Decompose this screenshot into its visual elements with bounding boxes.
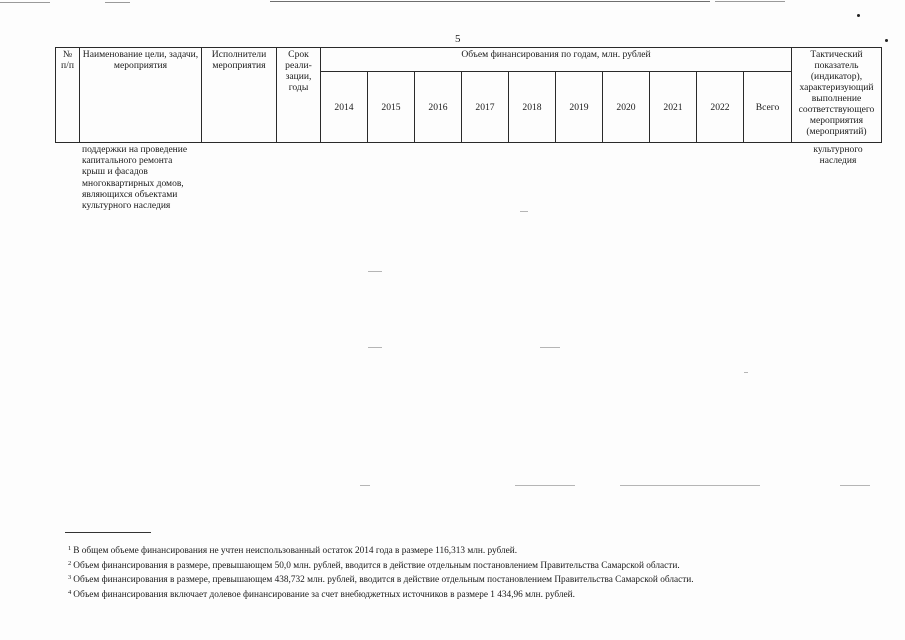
measure-line: являющихся объектами xyxy=(82,189,178,200)
total-header: Всего xyxy=(744,72,792,143)
year-header: 2015 xyxy=(368,72,415,143)
year-header: 2021 xyxy=(650,72,697,143)
year-header: 2018 xyxy=(509,72,556,143)
scan-speck xyxy=(368,347,382,348)
footnote-mark: 4 xyxy=(68,588,72,596)
footnote-mark: 2 xyxy=(68,559,72,567)
scan-artifact xyxy=(0,2,50,3)
footnote-mark: 1 xyxy=(68,545,72,552)
continued-indicator xyxy=(797,145,879,167)
year-header: 2020 xyxy=(603,72,650,143)
footnotes xyxy=(68,543,848,601)
footnote-separator xyxy=(65,532,151,533)
header-term: Срок реали-зации, годы xyxy=(277,48,321,143)
footnote xyxy=(68,587,848,602)
measure-line: культурного наследия xyxy=(82,201,171,212)
header-name: Наименование цели, задачи, мероприятия xyxy=(80,48,202,143)
scan-speck xyxy=(368,271,382,272)
year-header: 2022 xyxy=(697,72,744,143)
continued-measure-name xyxy=(82,145,200,212)
scan-artifact xyxy=(105,2,130,3)
page-number: 5 xyxy=(455,33,461,45)
scan-artifact xyxy=(270,1,710,2)
header-num: № п/п xyxy=(56,48,80,143)
header-indicator: Тактический показатель (индикатор), характеризующий выполнение соответствующего мероприятия (мероприятий) xyxy=(792,48,882,143)
scan-speck xyxy=(540,347,560,348)
footnote-mark: 3 xyxy=(68,574,72,581)
financing-table xyxy=(55,47,882,143)
year-header: 2014 xyxy=(321,72,368,143)
scan-artifact xyxy=(715,1,785,2)
header-financing: Объем финансирования по годам, млн. рублей xyxy=(321,48,792,72)
scan-speck xyxy=(360,485,370,486)
measure-line: капитального ремонта xyxy=(82,156,173,167)
footnote-text: В общем объеме финансирования не учтен неиспользованный остаток 2014 года в размере 116,313 млн. рублей. xyxy=(73,546,518,556)
header-executors: Исполнители мероприятия xyxy=(202,48,277,143)
scan-speck xyxy=(515,485,575,486)
footnote xyxy=(68,543,848,558)
scan-dot xyxy=(885,39,888,42)
measure-line: многоквартирных домов, xyxy=(82,178,184,189)
footnote-text: Объем финансирования включает долевое финансирование за счет внебюджетных источников в размере 1 434,96 млн. рублей. xyxy=(73,589,575,600)
scan-speck xyxy=(520,211,528,212)
measure-line: крыш и фасадов xyxy=(82,167,148,178)
scan-speck xyxy=(840,485,870,486)
year-header: 2016 xyxy=(415,72,462,143)
indicator-line: наследия xyxy=(819,156,857,167)
footnote xyxy=(68,558,848,573)
footnote-text: Объем финансирования в размере, превышающем 50,0 млн. рублей, вводится в действие отдельным постановлением Правительства Самарской области. xyxy=(73,560,680,571)
scan-speck xyxy=(744,372,748,373)
scan-dot xyxy=(857,14,860,17)
year-header: 2017 xyxy=(462,72,509,143)
footnote xyxy=(68,572,848,587)
indicator-line: культурного xyxy=(813,145,863,155)
year-header: 2019 xyxy=(556,72,603,143)
scan-speck xyxy=(620,485,760,486)
footnote-text: Объем финансирования в размере, превышающем 438,732 млн. рублей, вводится в действие отдельным постановлением Правительства Самарской области. xyxy=(73,575,694,585)
measure-line: поддержки на проведение xyxy=(82,145,188,155)
